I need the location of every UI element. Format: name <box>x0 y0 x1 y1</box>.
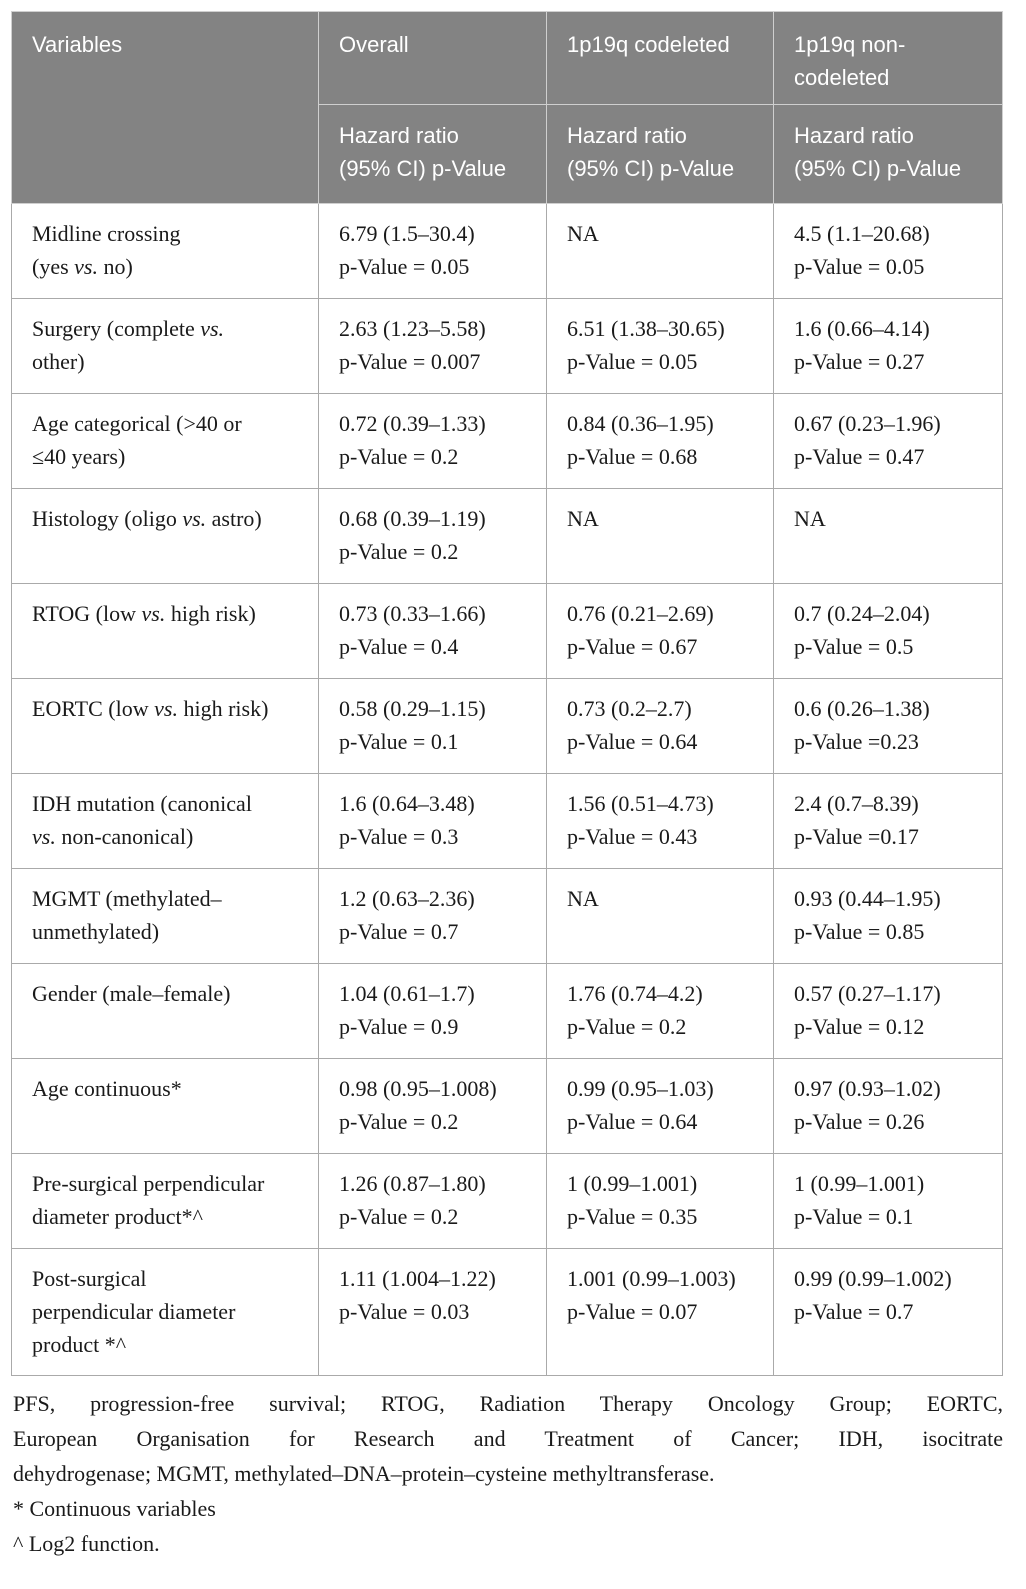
noncodeleted-cell <box>774 1249 1003 1376</box>
table-row <box>12 1154 1003 1249</box>
hazard-ratio-value: 1.001 (0.99–1.003) <box>567 1266 736 1291</box>
noncodeleted-cell <box>774 489 1003 584</box>
hazard-ratio-value: 0.7 (0.24–2.04) <box>794 601 930 626</box>
p-value: p-Value = 0.1 <box>339 729 459 754</box>
hazard-ratio-value: 0.84 (0.36–1.95) <box>567 411 714 436</box>
p-value: p-Value = 0.2 <box>339 1109 459 1134</box>
noncodeleted-cell <box>774 204 1003 299</box>
overall-cell <box>319 1249 547 1376</box>
variable-text: high risk) <box>177 696 269 721</box>
p-value: p-Value = 0.07 <box>567 1299 698 1324</box>
variable-line <box>32 345 298 378</box>
p-value: p-Value = 0.68 <box>567 444 698 469</box>
hazard-ratio-value: 1.6 (0.66–4.14) <box>794 316 930 341</box>
variable-cell <box>12 1154 319 1249</box>
hazard-ratio-value: 1.6 (0.64–3.48) <box>339 791 475 816</box>
subheader-line: (95% CI) p-Value <box>567 156 735 181</box>
hazard-ratio-value: 2.63 (1.23–5.58) <box>339 316 486 341</box>
p-value: p-Value = 0.5 <box>794 634 914 659</box>
variable-line <box>32 977 298 1010</box>
hazard-ratio-value: 0.57 (0.27–1.17) <box>794 981 941 1006</box>
p-value: p-Value = 0.85 <box>794 919 925 944</box>
p-value: p-Value = 0.26 <box>794 1109 925 1134</box>
p-value: p-Value =0.17 <box>794 824 919 849</box>
p-value: p-Value = 0.3 <box>339 824 459 849</box>
variable-text: Post-surgical <box>32 1266 147 1291</box>
noncodeleted-cell <box>774 869 1003 964</box>
overall-cell <box>319 584 547 679</box>
overall-cell <box>319 869 547 964</box>
variable-cell <box>12 394 319 489</box>
footnote-abbreviations-line: dehydrogenase; MGMT, methylated–DNA–protein–cysteine methyltransferase. <box>13 1461 715 1486</box>
table-row <box>12 964 1003 1059</box>
p-value: p-Value = 0.47 <box>794 444 925 469</box>
table-row <box>12 774 1003 869</box>
header-noncodeleted-line: 1p19q non- <box>794 32 906 57</box>
p-value: p-Value = 0.7 <box>794 1299 914 1324</box>
hazard-ratio-value: 1.2 (0.63–2.36) <box>339 886 475 911</box>
variable-line <box>32 407 298 440</box>
italic-vs: vs. <box>200 316 225 341</box>
variable-text: MGMT (methylated– <box>32 886 222 911</box>
subheader-line: (95% CI) p-Value <box>339 156 507 181</box>
overall-cell <box>319 299 547 394</box>
table-row <box>12 489 1003 584</box>
p-value: p-Value = 0.1 <box>794 1204 914 1229</box>
variable-text: Age categorical (>40 or <box>32 411 242 436</box>
hazard-ratio-value: 6.79 (1.5–30.4) <box>339 221 475 246</box>
variable-text: Age continuous* <box>32 1076 182 1101</box>
overall-cell <box>319 489 547 584</box>
p-value: p-Value = 0.05 <box>339 254 470 279</box>
p-value: p-Value = 0.35 <box>567 1204 698 1229</box>
hazard-ratio-value: 1.26 (0.87–1.80) <box>339 1171 486 1196</box>
variable-cell <box>12 774 319 869</box>
footnote-abbreviations-line: PFS, progression-free survival; RTOG, Radiation Therapy Oncology Group; EORTC, <box>13 1391 1003 1416</box>
variable-line <box>32 597 298 630</box>
p-value: p-Value = 0.64 <box>567 1109 698 1134</box>
hazard-ratio-value: 0.97 (0.93–1.02) <box>794 1076 941 1101</box>
codeleted-cell <box>547 584 774 679</box>
footnote-log2: ^ Log2 function. <box>13 1531 160 1556</box>
variable-text: no) <box>97 254 133 279</box>
hazard-ratio-value: 1.04 (0.61–1.7) <box>339 981 475 1006</box>
p-value: p-Value = 0.007 <box>339 349 481 374</box>
variable-text: unmethylated) <box>32 919 160 944</box>
header-overall: Overall <box>319 12 547 105</box>
codeleted-cell <box>547 1059 774 1154</box>
codeleted-cell <box>547 1249 774 1376</box>
overall-cell <box>319 394 547 489</box>
hazard-ratio-value: 2.4 (0.7–8.39) <box>794 791 919 816</box>
codeleted-cell <box>547 204 774 299</box>
variable-line <box>32 882 298 915</box>
hazard-ratio-value: 0.99 (0.95–1.03) <box>567 1076 714 1101</box>
p-value: p-Value = 0.2 <box>567 1014 687 1039</box>
header-row <box>12 12 1003 105</box>
p-value: p-Value =0.23 <box>794 729 919 754</box>
variable-cell <box>12 584 319 679</box>
hazard-ratio-value: NA <box>567 886 599 911</box>
noncodeleted-cell <box>774 679 1003 774</box>
overall-cell <box>319 1059 547 1154</box>
subheader-overall <box>319 105 547 204</box>
variable-line <box>32 217 298 250</box>
variable-text: other) <box>32 349 85 374</box>
p-value: p-Value = 0.12 <box>794 1014 925 1039</box>
italic-vs: vs. <box>141 601 166 626</box>
variable-cell <box>12 869 319 964</box>
p-value: p-Value = 0.2 <box>339 444 459 469</box>
italic-vs: vs. <box>154 696 178 721</box>
variable-text: Pre-surgical perpendicular <box>32 1171 265 1196</box>
table-row <box>12 869 1003 964</box>
variable-line <box>32 440 298 473</box>
p-value: p-Value = 0.67 <box>567 634 698 659</box>
variable-line <box>32 1262 298 1295</box>
codeleted-cell <box>547 299 774 394</box>
noncodeleted-cell <box>774 299 1003 394</box>
codeleted-cell <box>547 489 774 584</box>
variable-cell <box>12 1249 319 1376</box>
subheader-codeleted <box>547 105 774 204</box>
p-value: p-Value = 0.05 <box>794 254 925 279</box>
codeleted-cell <box>547 964 774 1059</box>
header-noncodeleted-line: codeleted <box>794 65 890 90</box>
hazard-ratio-value: 0.58 (0.29–1.15) <box>339 696 486 721</box>
variable-text: IDH mutation (canonical <box>32 791 252 816</box>
variable-text: RTOG (low <box>32 601 142 626</box>
subheader-row <box>12 105 1003 204</box>
p-value: p-Value = 0.27 <box>794 349 925 374</box>
overall-cell <box>319 679 547 774</box>
subheader-noncodeleted <box>774 105 1003 204</box>
variable-text: high risk) <box>165 601 256 626</box>
variable-line <box>32 502 298 535</box>
p-value: p-Value = 0.2 <box>339 1204 459 1229</box>
results-table-container <box>11 11 1002 1376</box>
variable-cell <box>12 489 319 584</box>
table-row <box>12 394 1003 489</box>
table-row <box>12 1249 1003 1376</box>
codeleted-cell <box>547 774 774 869</box>
variable-text: diameter product*^ <box>32 1204 203 1229</box>
hazard-ratio-value: 0.99 (0.99–1.002) <box>794 1266 952 1291</box>
noncodeleted-cell <box>774 1059 1003 1154</box>
table-footnotes <box>13 1386 1003 1561</box>
hazard-ratio-value: NA <box>567 506 599 531</box>
hazard-ratio-value: 0.72 (0.39–1.33) <box>339 411 486 436</box>
overall-cell <box>319 964 547 1059</box>
hazard-ratio-value: 0.73 (0.2–2.7) <box>567 696 692 721</box>
overall-cell <box>319 204 547 299</box>
variable-line <box>32 1200 298 1233</box>
variable-text: EORTC (low <box>32 696 155 721</box>
subheader-line: Hazard ratio <box>339 123 459 148</box>
table-row <box>12 1059 1003 1154</box>
hazard-ratio-value: 1.11 (1.004–1.22) <box>339 1266 496 1291</box>
p-value: p-Value = 0.43 <box>567 824 698 849</box>
variable-line <box>32 312 298 345</box>
overall-cell <box>319 1154 547 1249</box>
subheader-line: Hazard ratio <box>794 123 914 148</box>
p-value: p-Value = 0.7 <box>339 919 459 944</box>
table-body <box>12 204 1003 1376</box>
table-row <box>12 299 1003 394</box>
variable-text: astro) <box>206 506 262 531</box>
variable-cell <box>12 204 319 299</box>
variable-cell <box>12 679 319 774</box>
footnote-abbreviations-line: European Organisation for Research and Treatment of Cancer; IDH, isocitrate <box>13 1426 1003 1451</box>
variable-text: perpendicular diameter <box>32 1299 236 1324</box>
italic-vs: vs. <box>32 824 56 849</box>
hazard-ratio-table <box>11 11 1003 1376</box>
hazard-ratio-value: 1.76 (0.74–4.2) <box>567 981 703 1006</box>
noncodeleted-cell <box>774 774 1003 869</box>
variable-cell <box>12 299 319 394</box>
p-value: p-Value = 0.03 <box>339 1299 470 1324</box>
variable-line <box>32 250 298 283</box>
hazard-ratio-value: 0.93 (0.44–1.95) <box>794 886 941 911</box>
hazard-ratio-value: 0.67 (0.23–1.96) <box>794 411 941 436</box>
variable-line <box>32 692 298 725</box>
hazard-ratio-value: 0.6 (0.26–1.38) <box>794 696 930 721</box>
table-row <box>12 204 1003 299</box>
hazard-ratio-value: 0.98 (0.95–1.008) <box>339 1076 497 1101</box>
variable-text: Midline crossing <box>32 221 181 246</box>
hazard-ratio-value: NA <box>567 221 599 246</box>
p-value: p-Value = 0.4 <box>339 634 459 659</box>
header-noncodeleted <box>774 12 1003 105</box>
hazard-ratio-value: 1.56 (0.51–4.73) <box>567 791 714 816</box>
overall-cell <box>319 774 547 869</box>
variable-line <box>32 820 298 853</box>
variable-line <box>32 1295 298 1328</box>
hazard-ratio-value: 1 (0.99–1.001) <box>567 1171 698 1196</box>
variable-text: (yes <box>32 254 75 279</box>
hazard-ratio-value: NA <box>794 506 826 531</box>
hazard-ratio-value: 0.68 (0.39–1.19) <box>339 506 486 531</box>
variable-text: Gender (male–female) <box>32 981 231 1006</box>
codeleted-cell <box>547 1154 774 1249</box>
variable-text: Histology (oligo <box>32 506 183 531</box>
codeleted-cell <box>547 394 774 489</box>
italic-vs: vs. <box>74 254 98 279</box>
table-row <box>12 584 1003 679</box>
variable-text: non-canonical) <box>55 824 194 849</box>
subheader-blank <box>12 105 319 204</box>
subheader-line: (95% CI) p-Value <box>794 156 962 181</box>
variable-text: Surgery (complete <box>32 316 201 341</box>
p-value: p-Value = 0.9 <box>339 1014 459 1039</box>
variable-text: ≤40 years) <box>32 444 126 469</box>
variable-line <box>32 1328 298 1361</box>
variable-line <box>32 915 298 948</box>
codeleted-cell <box>547 679 774 774</box>
italic-vs: vs. <box>182 506 207 531</box>
p-value: p-Value = 0.2 <box>339 539 459 564</box>
subheader-line: Hazard ratio <box>567 123 687 148</box>
noncodeleted-cell <box>774 964 1003 1059</box>
p-value: p-Value = 0.64 <box>567 729 698 754</box>
noncodeleted-cell <box>774 584 1003 679</box>
header-variables: Variables <box>12 12 319 105</box>
variable-line <box>32 1167 298 1200</box>
p-value: p-Value = 0.05 <box>567 349 698 374</box>
noncodeleted-cell <box>774 394 1003 489</box>
hazard-ratio-value: 0.73 (0.33–1.66) <box>339 601 486 626</box>
variable-cell <box>12 964 319 1059</box>
hazard-ratio-value: 0.76 (0.21–2.69) <box>567 601 714 626</box>
variable-text: product *^ <box>32 1332 127 1357</box>
variable-line <box>32 1072 298 1105</box>
hazard-ratio-value: 6.51 (1.38–30.65) <box>567 316 725 341</box>
footnote-continuous: * Continuous variables <box>13 1496 216 1521</box>
hazard-ratio-value: 4.5 (1.1–20.68) <box>794 221 930 246</box>
hazard-ratio-value: 1 (0.99–1.001) <box>794 1171 925 1196</box>
noncodeleted-cell <box>774 1154 1003 1249</box>
table-row <box>12 679 1003 774</box>
variable-cell <box>12 1059 319 1154</box>
codeleted-cell <box>547 869 774 964</box>
variable-line <box>32 787 298 820</box>
header-codeleted: 1p19q codeleted <box>547 12 774 105</box>
